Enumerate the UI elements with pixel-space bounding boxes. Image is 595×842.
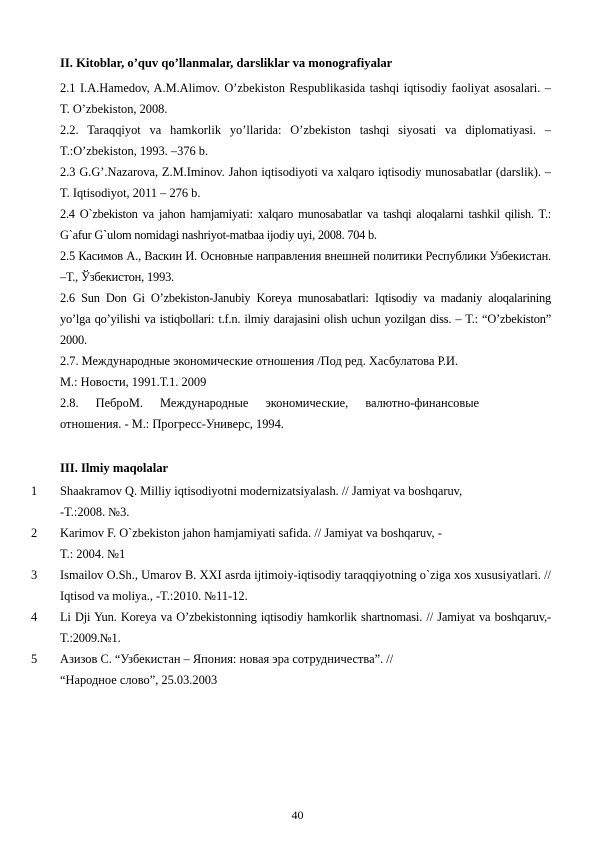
books-section-heading: II. Kitoblar, o’quv qo’llanmalar, darsliklar va monografiyalar: [60, 56, 393, 70]
article-4: [60, 607, 551, 649]
article-number: 1: [31, 484, 38, 498]
article-5-line1: Азизов С. “Узбекистан – Япония: новая эра сотрудничества”. //: [60, 652, 394, 666]
book-entry-2-4: [60, 204, 551, 246]
book-entry-2-2: [60, 120, 551, 162]
book-entry-text: 2.5 Касимов А., Васкин И. Основные направления внешней политики Республики Узбекистан. –Т., Ўзбекистон, 1993.: [60, 249, 551, 284]
article-1-line1: Shaakramov Q. Milliy iqtisodiyotni modernizatsiyalash. // Jamiyat va boshqaruv,: [60, 484, 463, 498]
book-entry-text: 2.4 O`zbekiston va jahon hamjamiyati: xalqaro munosabatlar va tashqi aloqalarni tashkil qilish. T.: G`afur G`ulom nomidagi nashriyot-matbaa ijodiy uyi, 2008. 704 b.: [60, 207, 551, 242]
page-number: 40: [291, 808, 304, 822]
article-2-line1: Karimov F. O`zbekiston jahon hamjamiyati safida. // Jamiyat va boshqaruv, -: [60, 526, 442, 540]
book-entry-2-8-line1: 2.8. ПеброМ. Международные экономические, валютно-финансовые: [60, 396, 480, 410]
book-entry-text: 2.3 G.G’.Nazarova, Z.M.Iminov. Jahon iqtisodiyoti va xalqaro iqtisodiy munosabatlar (darslik). – T. Iqtisodiyot, 2011 – 276 b.: [60, 165, 551, 200]
book-entry-text: 2.6 Sun Don Gi O’zbekiston-Janubiy Koreya munosabatlari: Iqtisodiy va madaniy aloqalarining yo’lga qo’yilishi va istiqbollari: t.f.n. ilmiy darajasini olish uchun yozilgan diss. – T.: “O’zbekiston” 2000.: [60, 291, 551, 347]
book-entry-text: 2.1 I.A.Hamedov, A.M.Alimov. O’zbekiston Respublikasida tashqi iqtisodiy faoliyat asosalari. – T. O’zbekiston, 2008.: [60, 81, 551, 116]
articles-section-heading: III. Ilmiy maqolalar: [60, 461, 169, 475]
article-number: 2: [31, 526, 38, 540]
article-number: 3: [31, 568, 38, 582]
book-entry-2-8-line2: отношения. - М.: Прогресс-Универс, 1994.: [60, 417, 284, 431]
book-entry-2-7-line1: 2.7. Международные экономические отношения /Под ред. Хасбулатова Р.И.: [60, 354, 459, 368]
article-number: 4: [31, 610, 38, 624]
article-text: Li Dji Yun. Koreya va O’zbekistonning iqtisodiy hamkorlik shartnomasi. // Jamiyat va boshqaruv,-T.:2009.№1.: [60, 610, 551, 645]
book-entry-text: 2.2. Taraqqiyot va hamkorlik yo’llarida: O’zbekiston tashqi siyosati va diplomatiyasi. – T.:O’zbekiston, 1993. –376 b.: [60, 123, 551, 158]
article-1-line2: -T.:2008. №3.: [60, 505, 130, 519]
article-2-line2: T.: 2004. №1: [60, 547, 126, 561]
article-text: Ismailov O.Sh., Umarov B. XXI asrda ijtimoiy-iqtisodiy taraqqiyotning o`ziga xos xususiyatlari. // Iqtisod va moliya., -T.:2010. №11-12.: [60, 568, 551, 603]
article-3: [60, 565, 551, 607]
article-5-line2: “Народное слово”, 25.03.2003: [60, 673, 218, 687]
article-number: 5: [31, 652, 38, 666]
book-entry-2-5: [60, 246, 551, 288]
book-entry-2-3: [60, 162, 551, 204]
book-entry-2-6: [60, 288, 551, 351]
book-entry-2-7-line2: М.: Новости, 1991.Т.1. 2009: [60, 375, 207, 389]
book-entry-2-1: [60, 78, 551, 120]
